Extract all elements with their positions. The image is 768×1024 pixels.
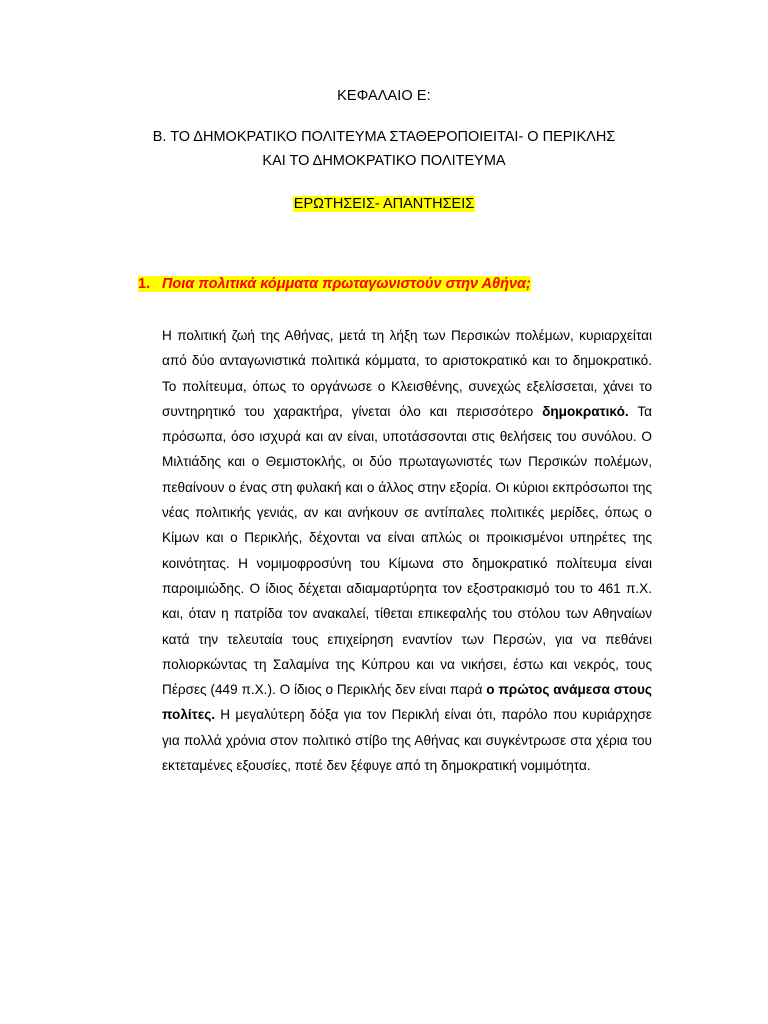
question-text: Ποια πολιτικά κόμματα πρωταγωνιστούν στην Αθήνα; bbox=[162, 276, 531, 292]
answer-paragraph bbox=[162, 323, 652, 778]
chapter-heading: ΚΕΦΑΛΑΙΟ Ε: bbox=[337, 88, 431, 104]
section-subtitle bbox=[60, 125, 708, 173]
answer-bold-first-citizen: ο πρώτος ανάμεσα στους πολίτες. bbox=[162, 682, 652, 723]
question-1 bbox=[138, 276, 728, 292]
subtitle-line-1: Β. ΤΟ ΔΗΜΟΚΡΑΤΙΚΟ ΠΟΛΙΤΕΥΜΑ ΣΤΑΘΕΡΟΠΟΙΕΙΤΑΙ- Ο ΠΕΡΙΚΛΗΣ bbox=[152, 129, 616, 145]
qa-title-highlighted: ΕΡΩΤΗΣΕΙΣ- ΑΠΑΝΤΗΣΕΙΣ bbox=[293, 196, 475, 212]
answer-text-part-1: Η πολιτική ζωή της Αθήνας, μετά τη λήξη των Περσικών πολέμων, κυριαρχείται από δύο ανταγωνιστικά πολιτικά κόμματα, το αριστοκρατικό και το δημοκρατικό. Το πολίτευμα, όπως το οργάνωσε ο Κλεισθένης, συνεχώς εξελίσσεται, χάνει το συντηρητικό του χαρακτήρα, γίνεται όλο και περισσότερο bbox=[162, 328, 652, 419]
question-number: 1. bbox=[138, 276, 162, 292]
subtitle-line-2: ΚΑΙ ΤΟ ΔΗΜΟΚΡΑΤΙΚΟ ΠΟΛΙΤΕΥΜΑ bbox=[262, 153, 506, 169]
qa-heading bbox=[0, 196, 768, 212]
answer-text-part-2: Τα πρόσωπα, όσο ισχυρά και αν είναι, υποτάσσονται στις θελήσεις του συνόλου. Ο Μιλτιάδης και ο Θεμιστοκλής, οι δύο πρωταγωνιστές των Περσικών πολέμων, πεθαίνουν ο ένας στη φυλακή και ο άλλος στην εξορία. Οι κύριοι εκπρόσωποι της νέας πολιτικής γενιάς, αν και ανήκουν σε αντίπαλες πολιτικές μερίδες, όπως ο Κίμων και ο Περικλής, δέχονται να είναι απλώς οι προικισμένοι υπηρέτες της κοινότητας. Η νομιμοφροσύνη του Κίμωνα στο δημοκρατικό πολίτευμα είναι παροιμιώδης. Ο ίδιος δέχεται αδιαμαρτύρητα τον εξοστρακισμό του το 461 π.Χ. και, όταν η πατρίδα τον ανακαλεί, τίθεται επικεφαλής του στόλου των Αθηναίων κατά την τελευταία τους επιχείρηση εναντίον των Περσών, για να πεθάνει πολιορκώντας τη Σαλαμίνα της Κύπρου και να νικήσει, έστω και νεκρός, τους Πέρσες (449 π.Χ.). Ο ίδιος ο Περικλής δεν είναι παρά bbox=[162, 403, 652, 698]
answer-bold-democratic: δημοκρατικό. bbox=[542, 403, 629, 419]
answer-text-part-3: Η μεγαλύτερη δόξα για τον Περικλή είναι ότι, παρόλο που κυριάρχησε για πολλά χρόνια στον πολιτικό στίβο της Αθήνας και συγκέντρωσε στα χέρια του εκτεταμένες εξουσίες, ποτέ δεν ξέφυγε από τη δημοκρατική νομιμότητα. bbox=[162, 707, 652, 774]
